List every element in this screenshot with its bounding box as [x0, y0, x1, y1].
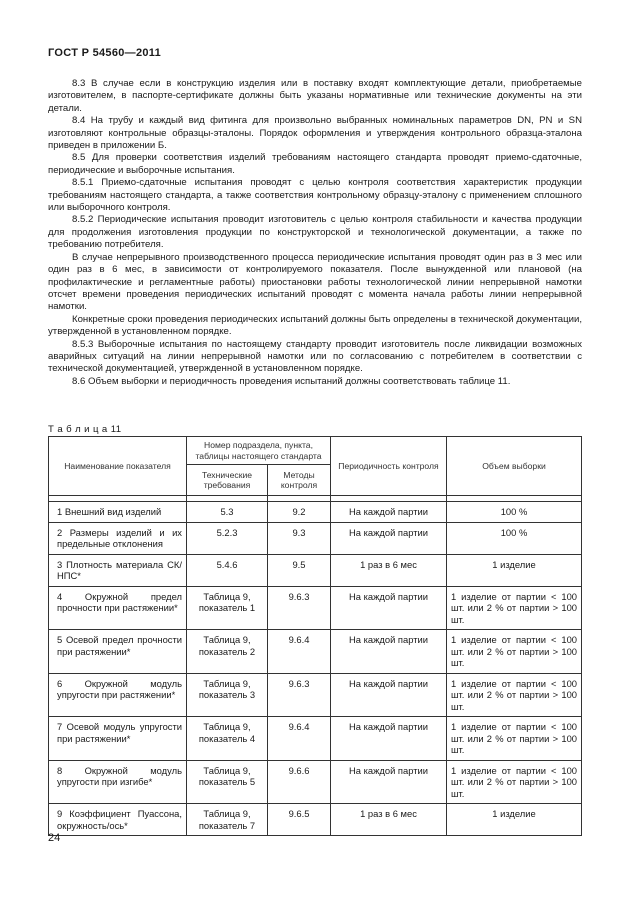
- table-row: [49, 673, 582, 717]
- cell-name: 8 Окружной модуль упругости при изгибе*: [49, 760, 187, 804]
- page-number: 24: [48, 832, 61, 844]
- cell-method: 9.3: [268, 522, 331, 554]
- cell-name: 1 Внешний вид изделий: [49, 502, 187, 523]
- cell-sample: 1 изделие от партии < 100 шт. или 2 % от партии > 100 шт.: [447, 586, 582, 630]
- paragraph-8-6: 8.6 Объем выборки и периодичность проведения испытаний должны соответствовать таблице 11.: [72, 375, 511, 387]
- header-methods: Методы контроля: [268, 465, 331, 496]
- table-11: [48, 436, 582, 836]
- cell-sample: 1 изделие: [447, 554, 582, 586]
- table-row: [49, 554, 582, 586]
- cell-period: На каждой партии: [331, 502, 447, 523]
- cell-name: 2 Размеры изделий и их предельные отклонения: [49, 522, 187, 554]
- cell-tech: Таблица 9, показатель 3: [187, 673, 268, 717]
- cell-tech: 5.2.3: [187, 522, 268, 554]
- cell-method: 9.6.3: [268, 673, 331, 717]
- cell-method: 9.6.4: [268, 630, 331, 674]
- table-row: [49, 717, 582, 761]
- paragraph-continuous-process: В случае непрерывного производственного процесса периодические испытания проводят один раз в 3 мес или один раз в 6 мес, в зависимости от контролируемого показателя. После вынужденной или плановой (на профилактические и регламентные работы) приостановки работы технологической линии непрерывной намотки отсчет времени проведения периодических испытаний проводят с момента начала работы линии непрерывной намотки.: [48, 251, 582, 313]
- header-name: Наименование показателя: [49, 437, 187, 496]
- table-header-row: [49, 437, 582, 465]
- header-periodicity: Периодичность контроля: [331, 437, 447, 496]
- cell-period: На каждой партии: [331, 760, 447, 804]
- cell-name: 3 Плотность материала СК/НПС*: [49, 554, 187, 586]
- cell-tech: 5.3: [187, 502, 268, 523]
- cell-tech: Таблица 9, показатель 7: [187, 804, 268, 836]
- cell-method: 9.2: [268, 502, 331, 523]
- cell-name: 4 Окружной предел прочности при растяжении*: [49, 586, 187, 630]
- cell-method: 9.6.6: [268, 760, 331, 804]
- cell-period: На каждой партии: [331, 673, 447, 717]
- paragraph-specific-terms: Конкретные сроки проведения периодических испытаний должны быть определены в технической документации, утвержденной в установленном порядке.: [48, 313, 582, 338]
- cell-sample: 100 %: [447, 502, 582, 523]
- cell-sample: 1 изделие от партии < 100 шт. или 2 % от партии > 100 шт.: [447, 673, 582, 717]
- cell-name: 7 Осевой модуль упругости при растяжении*: [49, 717, 187, 761]
- table-row: [49, 586, 582, 630]
- table-row: [49, 502, 582, 523]
- table-caption: Т а б л и ц а 11: [48, 424, 122, 435]
- header-ref-group: Номер подраздела, пункта, таблицы настоящего стандарта: [187, 437, 331, 465]
- cell-period: 1 раз в 6 мес: [331, 804, 447, 836]
- paragraph-8-5-3: 8.5.3 Выборочные испытания по настоящему стандарту проводит изготовитель после ликвидации возможных аварийных ситуаций на линии непрерывной намотки или по согласованию с потребителем в соответствии с технической документацией, утвержденной в установленном порядке.: [48, 338, 582, 375]
- paragraph-8-5: 8.5 Для проверки соответствия изделий требованиям настоящего стандарта проводят приемо-сдаточные, периодические и выборочные испытания.: [48, 152, 582, 176]
- cell-period: 1 раз в 6 мес: [331, 554, 447, 586]
- cell-period: На каждой партии: [331, 717, 447, 761]
- cell-period: На каждой партии: [331, 522, 447, 554]
- cell-sample: 1 изделие от партии < 100 шт. или 2 % от партии > 100 шт.: [447, 760, 582, 804]
- cell-period: На каждой партии: [331, 630, 447, 674]
- cell-period: На каждой партии: [331, 586, 447, 630]
- paragraph-8-3: 8.3 В случае если в конструкцию изделия или в поставку входят комплектующие детали, приобретаемые изготовителем, в паспорте-сертификате должны быть указаны нормативные или технические документы на эти детали.: [48, 78, 582, 114]
- cell-name: 6 Окружной модуль упругости при растяжении*: [49, 673, 187, 717]
- cell-sample: 100 %: [447, 522, 582, 554]
- document-header: ГОСТ Р 54560—2011: [48, 47, 162, 59]
- table-row: [49, 804, 582, 836]
- cell-method: 9.6.5: [268, 804, 331, 836]
- cell-name: 5 Осевой предел прочности при растяжении*: [49, 630, 187, 674]
- paragraph-8-4: 8.4 На трубу и каждый вид фитинга для произвольно выбранных номинальных параметров DN, PN и SN изготовляют контрольные образцы-эталоны. Порядок оформления и утверждения контрольного образца-эталона приведен в приложении Б.: [48, 115, 582, 152]
- table-row: [49, 630, 582, 674]
- cell-method: 9.5: [268, 554, 331, 586]
- cell-tech: Таблица 9, показатель 5: [187, 760, 268, 804]
- body-text: [48, 78, 582, 388]
- paragraph-8-5-2: 8.5.2 Периодические испытания проводит изготовитель с целью контроля стабильности и качества продукции для продолжения изготовления продукции по конструкторской и технологической документации, а также по требованию потребителя.: [48, 214, 582, 251]
- cell-method: 9.6.3: [268, 586, 331, 630]
- header-sample: Объем выборки: [447, 437, 582, 496]
- cell-tech: Таблица 9, показатель 4: [187, 717, 268, 761]
- cell-tech: Таблица 9, показатель 1: [187, 586, 268, 630]
- cell-name: 9 Коэффициент Пуассона, окружность/ось*: [49, 804, 187, 836]
- cell-sample: 1 изделие от партии < 100 шт. или 2 % от партии > 100 шт.: [447, 630, 582, 674]
- cell-sample: 1 изделие: [447, 804, 582, 836]
- table-row: [49, 760, 582, 804]
- header-tech-req: Технические требования: [187, 465, 268, 496]
- cell-method: 9.6.4: [268, 717, 331, 761]
- cell-tech: 5.4.6: [187, 554, 268, 586]
- table-row: [49, 522, 582, 554]
- cell-tech: Таблица 9, показатель 2: [187, 630, 268, 674]
- cell-sample: 1 изделие от партии < 100 шт. или 2 % от партии > 100 шт.: [447, 717, 582, 761]
- paragraph-8-5-1: 8.5.1 Приемо-сдаточные испытания проводят с целью контроля соответствия характеристик продукции требованиям настоящего стандарта, а также соответствия контрольному образцу-эталону с применением сплошного или выборочного контроля.: [48, 177, 582, 214]
